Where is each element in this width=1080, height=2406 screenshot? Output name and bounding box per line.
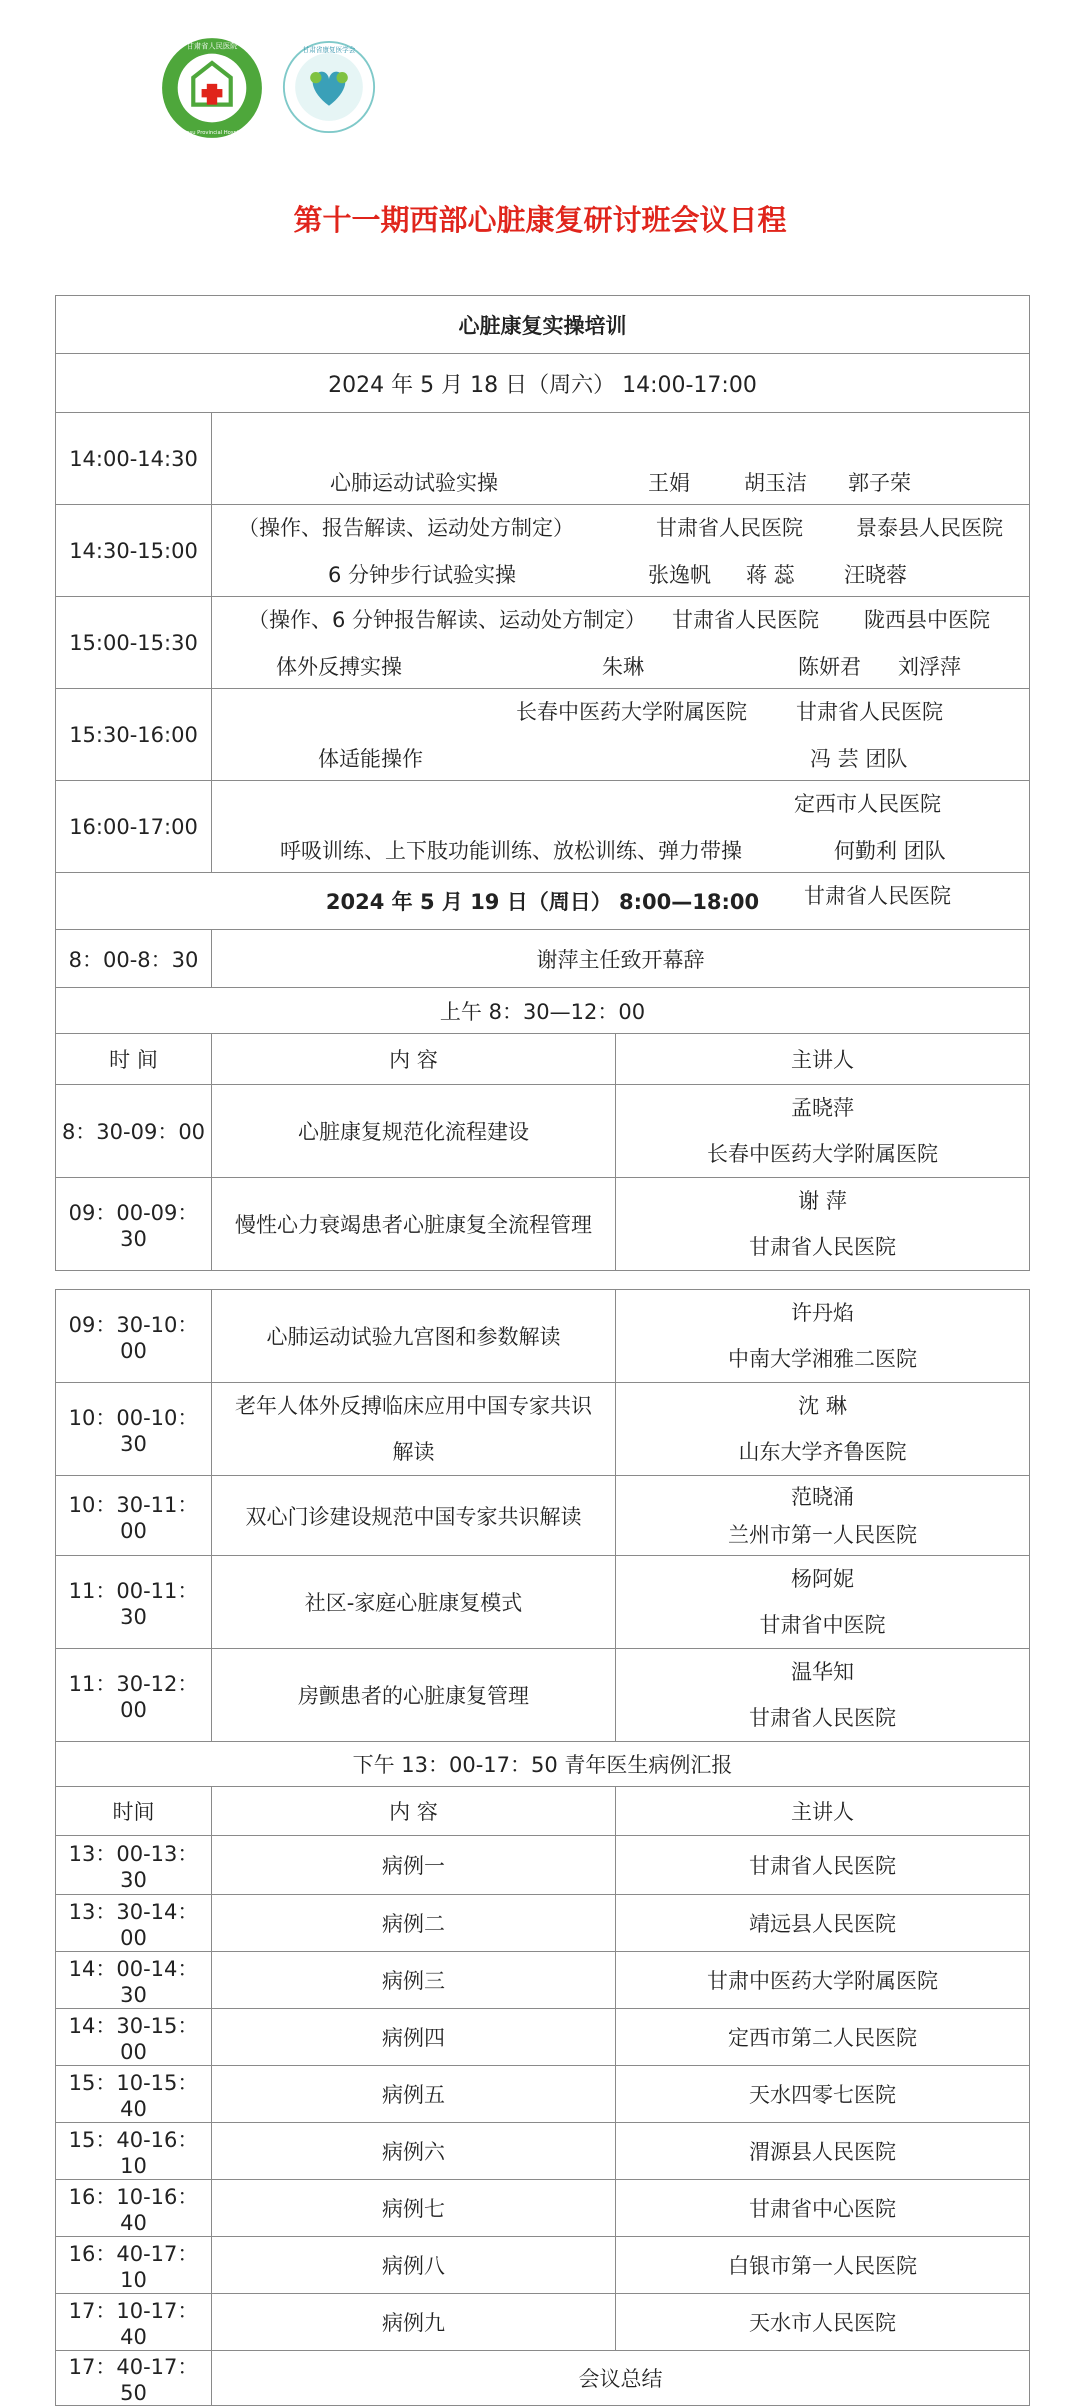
case-content: 病例八 [212, 2237, 616, 2294]
case-time: 15：10-15：40 [56, 2066, 212, 2123]
session-speaker: 郭子荣 [848, 470, 911, 495]
case-row [56, 2066, 1030, 2123]
case-content: 病例一 [212, 1836, 616, 1895]
row-content: 社区-家庭心脏康复模式 [212, 1556, 616, 1649]
session-speaker: 何勤利 团队 [834, 838, 946, 863]
case-time: 16：40-17：10 [56, 2237, 212, 2294]
case-hospital: 甘肃中医药大学附属医院 [616, 1952, 1030, 2009]
logo-right-text: 甘肃省康复医学会 [302, 46, 356, 55]
header-time: 时间 [56, 1787, 212, 1836]
case-hospital: 定西市第二人民医院 [616, 2009, 1030, 2066]
session-speaker: 胡玉洁 [744, 470, 807, 495]
case-time: 14：00-14：30 [56, 1952, 212, 2009]
case-row [56, 1836, 1030, 1895]
row-speaker: 沈 琳 [798, 1394, 847, 1418]
row-time: 09：30-10：00 [56, 1290, 212, 1383]
session-time: 14:30-15:00 [56, 505, 212, 597]
row-hospital: 甘肃省人民医院 [749, 1706, 896, 1730]
header-time: 时 间 [56, 1034, 212, 1085]
session-time: 15:00-15:30 [56, 597, 212, 689]
session-topic-detail: （操作、报告解读、运动处方制定） [238, 515, 574, 540]
row-content: 慢性心力衰竭患者心脏康复全流程管理 [212, 1178, 616, 1271]
case-row [56, 2009, 1030, 2066]
session-speaker: 蒋 蕊 [746, 562, 795, 587]
row-speaker: 谢 萍 [798, 1189, 847, 1213]
case-hospital: 天水四零七医院 [616, 2066, 1030, 2123]
day1-section-title: 心脏康复实操培训 [56, 296, 1030, 354]
case-time: 14：30-15：00 [56, 2009, 212, 2066]
case-hospital: 甘肃省中心医院 [616, 2180, 1030, 2237]
case-hospital: 甘肃省人民医院 [616, 1836, 1030, 1895]
row-time: 11：30-12：00 [56, 1649, 212, 1742]
session-speaker: 张逸帆 [648, 562, 711, 587]
row-content: 双心门诊建设规范中国专家共识解读 [212, 1476, 616, 1556]
case-hospital: 靖远县人民医院 [616, 1895, 1030, 1952]
day1-date-line: 2024 年 5 月 18 日（周六） 14:00-17:00 [56, 354, 1030, 413]
session-topic: 体外反搏实操 [276, 654, 402, 679]
row-time: 10：30-11：00 [56, 1476, 212, 1556]
case-content: 病例六 [212, 2123, 616, 2180]
case-content: 病例五 [212, 2066, 616, 2123]
row-time: 10：00-10：30 [56, 1383, 212, 1476]
row-content-cont: 解读 [392, 1440, 435, 1464]
session-hospital: 陇西县中医院 [864, 607, 990, 632]
row-hospital: 甘肃省中医院 [759, 1613, 886, 1637]
row-hospital: 中南大学湘雅二医院 [728, 1347, 917, 1371]
session-time: 16:00-17:00 [56, 781, 212, 873]
row-hospital: 长春中医药大学附属医院 [707, 1142, 938, 1166]
table-row [56, 1476, 1030, 1556]
session-hospital: 景泰县人民医院 [856, 515, 1003, 540]
case-content: 病例三 [212, 1952, 616, 2009]
logo-left-text: 甘肃省人民医院 [186, 41, 238, 51]
row-speaker: 温华知 [791, 1660, 854, 1684]
day2-date-line: 2024 年 5 月 19 日（周日） 8:00—18:00 [56, 873, 1030, 930]
header-content: 内 容 [212, 1034, 616, 1085]
session-hospital: 甘肃省人民医院 [796, 699, 943, 724]
table-row [56, 1556, 1030, 1649]
case-content: 病例九 [212, 2294, 616, 2351]
header-speaker: 主讲人 [616, 1034, 1030, 1085]
session-hospital: 长春中医药大学附属医院 [516, 699, 747, 724]
session-time: 14:00-14:30 [56, 413, 212, 505]
row-content: 心脏康复规范化流程建设 [212, 1085, 616, 1178]
opening-text: 谢萍主任致开幕辞 [212, 930, 1030, 988]
day1-session-row [56, 413, 1030, 505]
row-time: 8：30-09：00 [56, 1085, 212, 1178]
row-content: 心肺运动试验九宫图和参数解读 [212, 1290, 616, 1383]
session-speaker: 陈妍君 [798, 654, 861, 679]
case-row [56, 1952, 1030, 2009]
session-topic: 6 分钟步行试验实操 [328, 562, 517, 587]
schedule-table-1 [55, 295, 1030, 1271]
session-time: 15:30-16:00 [56, 689, 212, 781]
row-content: 老年人体外反搏临床应用中国专家共识 [235, 1394, 592, 1418]
session-hospital: 甘肃省人民医院 [656, 515, 803, 540]
session-speaker: 冯 芸 团队 [810, 746, 908, 771]
row-speaker: 杨阿妮 [791, 1567, 854, 1591]
header-speaker: 主讲人 [616, 1787, 1030, 1836]
row-hospital: 山东大学齐鲁医院 [738, 1440, 907, 1464]
case-row [56, 2237, 1030, 2294]
case-content: 病例四 [212, 2009, 616, 2066]
row-speaker: 许丹焰 [791, 1301, 854, 1325]
row-speaker: 范晓涌 [791, 1484, 854, 1509]
session-hospital: 定西市人民医院 [794, 791, 941, 816]
session-hospital: 甘肃省人民医院 [804, 883, 951, 908]
case-time: 16：10-16：40 [56, 2180, 212, 2237]
case-hospital: 天水市人民医院 [616, 2294, 1030, 2351]
case-content: 病例二 [212, 1895, 616, 1952]
session-speaker: 朱琳 [602, 654, 644, 679]
case-time: 13：00-13：30 [56, 1836, 212, 1895]
session-topic: 体适能操作 [318, 746, 423, 771]
case-time: 17：10-17：40 [56, 2294, 212, 2351]
gansu-provincial-hospital-logo [160, 36, 264, 140]
case-content: 病例七 [212, 2180, 616, 2237]
session-topic: 心肺运动试验实操 [330, 470, 498, 495]
session-topic-detail: （操作、6 分钟报告解读、运动处方制定） [248, 607, 647, 632]
header-content: 内 容 [212, 1787, 616, 1836]
session-speaker: 刘浮萍 [898, 654, 961, 679]
closing-text: 会议总结 [212, 2351, 1030, 2406]
row-content: 房颤患者的心脏康复管理 [212, 1649, 616, 1742]
rehabilitation-society-logo [282, 40, 376, 134]
case-hospital: 渭源县人民医院 [616, 2123, 1030, 2180]
session-speaker: 王娟 [648, 470, 690, 495]
table-row [56, 1649, 1030, 1742]
row-time: 09：00-09：30 [56, 1178, 212, 1271]
page-title: 第十一期西部心脏康复研讨班会议日程 [293, 203, 787, 237]
case-time: 13：30-14：00 [56, 1895, 212, 1952]
row-time: 11：00-11：30 [56, 1556, 212, 1649]
case-row [56, 2294, 1030, 2351]
schedule-table-2 [55, 1289, 1030, 2406]
table-row [56, 1383, 1030, 1476]
afternoon-label: 下午 13：00-17：50 青年医生病例汇报 [56, 1742, 1030, 1787]
table-row [56, 1178, 1030, 1271]
case-hospital: 白银市第一人民医院 [616, 2237, 1030, 2294]
case-time: 15：40-16：10 [56, 2123, 212, 2180]
session-speaker: 汪晓蓉 [844, 562, 907, 587]
logo-left-subtext: Gansu Provincial Hospital [179, 129, 245, 136]
case-row [56, 1895, 1030, 1952]
row-hospital: 甘肃省人民医院 [749, 1235, 896, 1259]
session-hospital: 甘肃省人民医院 [672, 607, 819, 632]
session-topic: 呼吸训练、上下肢功能训练、放松训练、弹力带操 [280, 838, 742, 863]
row-speaker: 孟晓萍 [791, 1096, 854, 1120]
table-row [56, 1290, 1030, 1383]
closing-time: 17：40-17：50 [56, 2351, 212, 2406]
opening-time: 8：00-8：30 [56, 930, 212, 988]
table-row [56, 1085, 1030, 1178]
row-hospital: 兰州市第一人民医院 [728, 1522, 917, 1547]
case-row [56, 2180, 1030, 2237]
case-row [56, 2123, 1030, 2180]
morning-label: 上午 8：30—12：00 [56, 988, 1030, 1034]
